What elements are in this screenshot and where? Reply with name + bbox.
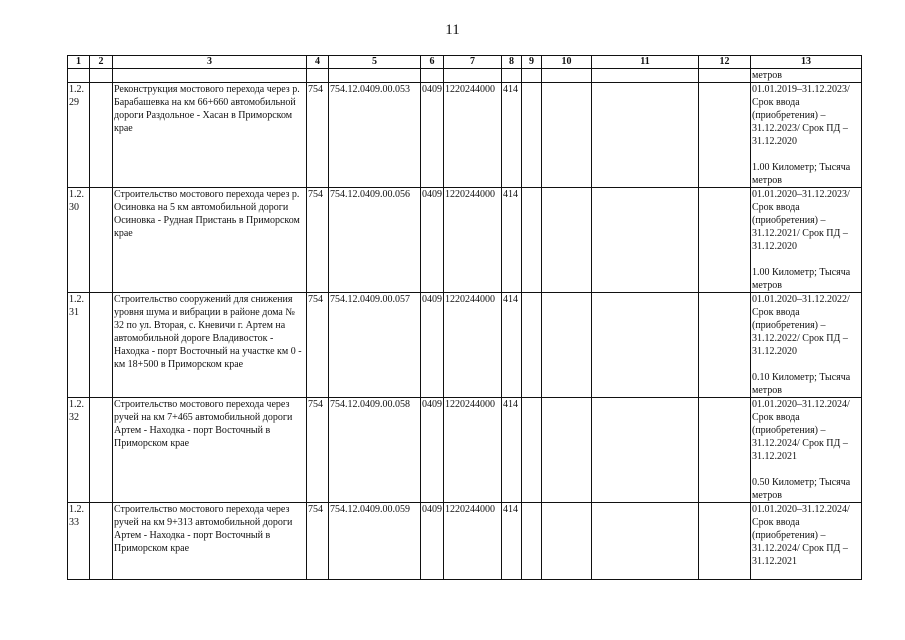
cell-object-name: Строительство мостового перехода через ручей на км 9+313 автомобильной дороги Артем - Находка - порт Восточный в Приморском крае [113,503,307,580]
header-cell: 7 [444,56,502,69]
cell-empty [542,503,592,580]
term-dates: 01.01.2019–31.12.2023/ Срок ввода (приобретения) – 31.12.2023/ Срок ПД – 31.12.2020 [752,84,850,147]
cell-term [751,188,862,293]
cell-empty [522,188,542,293]
term-dates: 01.01.2020–31.12.2024/ Срок ввода (приобретения) – 31.12.2024/ Срок ПД – 31.12.2021 [752,504,850,567]
cell-col5: 754.12.0409.00.056 [329,188,421,293]
header-cell: 4 [307,56,329,69]
header-cell: 10 [542,56,592,69]
cell-col5: 754.12.0409.00.053 [329,83,421,188]
table-row [68,398,862,503]
cell-col5: 754.12.0409.00.058 [329,398,421,503]
cell-row-number: 1.2.32 [68,398,90,503]
cell [90,69,113,83]
term-dates: 01.01.2020–31.12.2022/ Срок ввода (приобретения) – 31.12.2022/ Срок ПД – 31.12.2020 [752,294,850,357]
cell-empty [90,188,113,293]
cell [699,69,751,83]
cell [592,69,699,83]
cell-empty [522,293,542,398]
cell-empty [699,503,751,580]
cell-col6: 0409 [421,398,444,503]
term-capacity: 1.00 Километр; Тысяча метров [752,267,851,291]
cell-row-number: 1.2.29 [68,83,90,188]
budget-table [67,55,862,580]
header-cell: 1 [68,56,90,69]
header-cell: 12 [699,56,751,69]
cell-empty [542,398,592,503]
cell-object-name: Строительство мостового перехода через р. Осиновка на 5 км автомобильной дороги Осиновка - Рудная Пристань в Приморском крае [113,188,307,293]
header-cell: 13 [751,56,862,69]
cell-col8: 414 [502,83,522,188]
cell-empty [592,83,699,188]
cell-empty [90,83,113,188]
cell-empty [522,398,542,503]
term-dates: 01.01.2020–31.12.2023/ Срок ввода (приобретения) – 31.12.2021/ Срок ПД – 31.12.2020 [752,189,850,252]
table-row [68,83,862,188]
header-cell: 6 [421,56,444,69]
cell [68,69,90,83]
header-cell: 11 [592,56,699,69]
cell-col4: 754 [307,503,329,580]
cell [522,69,542,83]
cell-empty [522,83,542,188]
cell-empty [90,503,113,580]
header-cell: 3 [113,56,307,69]
cell-col4: 754 [307,188,329,293]
cell-term [751,503,862,580]
cell [329,69,421,83]
cell [421,69,444,83]
cell-empty [542,293,592,398]
page-number: 11 [445,22,460,38]
cell-col6: 0409 [421,188,444,293]
cell-empty [592,398,699,503]
cell-term [751,293,862,398]
cell-col8: 414 [502,398,522,503]
term-capacity: 1.00 Километр; Тысяча метров [752,162,851,186]
cell-col6: 0409 [421,293,444,398]
table-header [68,56,862,69]
cell [502,69,522,83]
cell-empty [699,188,751,293]
cell [444,69,502,83]
cell-col4: 754 [307,83,329,188]
term-dates: 01.01.2020–31.12.2024/ Срок ввода (приобретения) – 31.12.2024/ Срок ПД – 31.12.2021 [752,399,850,462]
cell-empty [522,503,542,580]
cell-empty [90,293,113,398]
cell-col6: 0409 [421,503,444,580]
header-cell: 2 [90,56,113,69]
cell-term: метров [751,69,862,83]
header-cell: 8 [502,56,522,69]
cell-empty [542,188,592,293]
term-capacity: 0.10 Километр; Тысяча метров [752,372,851,396]
cell-term [751,83,862,188]
cell-col8: 414 [502,188,522,293]
table-row [68,293,862,398]
cell-col7: 1220244000 [444,83,502,188]
cell-empty [699,398,751,503]
cell-row-number: 1.2.30 [68,188,90,293]
cell-col6: 0409 [421,83,444,188]
cell-col8: 414 [502,293,522,398]
cell-col5: 754.12.0409.00.057 [329,293,421,398]
header-cell: 9 [522,56,542,69]
cell-row-number: 1.2.33 [68,503,90,580]
cell-empty [592,293,699,398]
cell [307,69,329,83]
cell [113,69,307,83]
cell-col7: 1220244000 [444,398,502,503]
header-cell: 5 [329,56,421,69]
cell-col8: 414 [502,503,522,580]
cell-empty [592,188,699,293]
table-row [68,188,862,293]
continuation-row [68,69,862,83]
cell-col4: 754 [307,293,329,398]
cell-col7: 1220244000 [444,188,502,293]
cell-col7: 1220244000 [444,293,502,398]
cell-object-name: Строительство сооружений для снижения уровня шума и вибрации в районе дома № 32 по ул. Вторая, с. Кневичи г. Артем на автомобильной дороге Владивосток - Находка - порт Восточный на участке км 0 - км 18+500 в Приморском крае [113,293,307,398]
cell-empty [699,83,751,188]
cell-empty [592,503,699,580]
cell-col4: 754 [307,398,329,503]
cell-object-name: Строительство мостового перехода через ручей на км 7+465 автомобильной дороги Артем - Находка - порт Восточный в Приморском крае [113,398,307,503]
term-capacity: 0.50 Километр; Тысяча метров [752,477,851,501]
cell-empty [542,83,592,188]
cell-empty [699,293,751,398]
cell-empty [90,398,113,503]
cell-col5: 754.12.0409.00.059 [329,503,421,580]
table-row [68,503,862,580]
cell-term [751,398,862,503]
cell-object-name: Реконструкция мостового перехода через р. Барабашевка на км 66+660 автомобильной дороги Раздольное - Хасан в Приморском крае [113,83,307,188]
cell [542,69,592,83]
cell-row-number: 1.2.31 [68,293,90,398]
cell-col7: 1220244000 [444,503,502,580]
